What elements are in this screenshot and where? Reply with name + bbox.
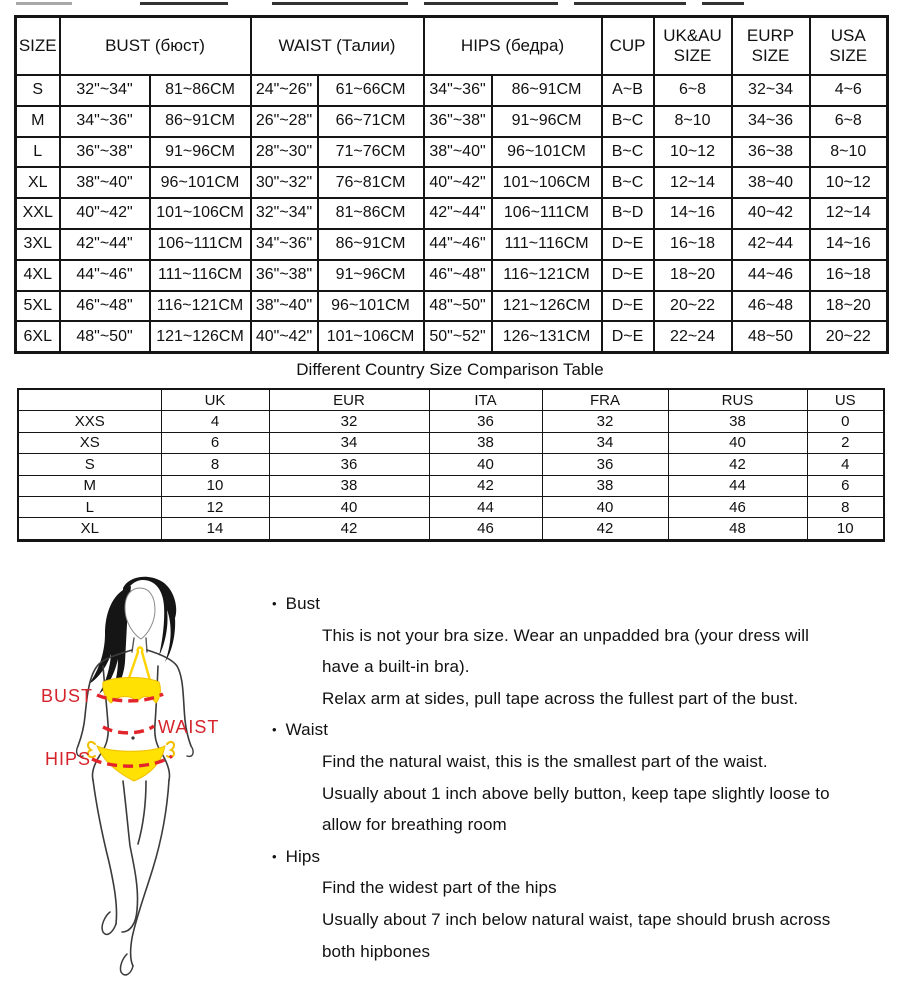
- table-cell: 101~106CM: [150, 198, 251, 229]
- table-cell: 12~14: [810, 198, 888, 229]
- table-cell: 32"~34": [251, 198, 318, 229]
- table-cell: 36"~38": [60, 137, 150, 168]
- table-cell: 40"~42": [424, 167, 492, 198]
- table-cell: 26"~28": [251, 106, 318, 137]
- comparison-table: [17, 388, 885, 542]
- table-cell: 91~96CM: [150, 137, 251, 168]
- table-cell: 38: [668, 411, 807, 432]
- table-cell: 96~101CM: [318, 291, 424, 322]
- table-cell: 86~91CM: [150, 106, 251, 137]
- table-cell: 18~20: [654, 260, 732, 291]
- table-cell: 91~96CM: [318, 260, 424, 291]
- table-cell: 8~10: [654, 106, 732, 137]
- table-cell: D~E: [602, 321, 654, 352]
- table-cell: US: [807, 389, 884, 411]
- belly-dot: [131, 736, 134, 739]
- guide-bust-line: Relax arm at sides, pull tape across the fullest part of the bust.: [322, 688, 799, 708]
- cropped-text-remnant: [424, 2, 558, 5]
- table-cell: 14~16: [810, 229, 888, 260]
- table-cell: 42~44: [732, 229, 810, 260]
- table-cell: 42"~44": [60, 229, 150, 260]
- table-cell: 121~126CM: [150, 321, 251, 352]
- table-cell: 42"~44": [424, 198, 492, 229]
- table-cell: 44"~46": [424, 229, 492, 260]
- table-cell: M: [16, 106, 60, 137]
- bullet-icon: •: [272, 722, 277, 738]
- table-cell: 40"~42": [60, 198, 150, 229]
- table-cell: 81~86CM: [150, 75, 251, 106]
- guide-bust-line: have a built-in bra).: [322, 657, 470, 677]
- table-cell: EUR: [269, 389, 429, 411]
- hips-label: HIPS: [45, 749, 92, 769]
- header-cup: CUP: [602, 17, 654, 76]
- header-waist: WAIST (Талии): [251, 17, 424, 76]
- table-cell: 28"~30": [251, 137, 318, 168]
- table-row: [18, 475, 884, 496]
- table-cell: 32~34: [732, 75, 810, 106]
- table-cell: 38: [542, 475, 668, 496]
- table-cell: 2: [807, 432, 884, 453]
- table-cell: 42: [429, 475, 542, 496]
- table-cell: B~C: [602, 106, 654, 137]
- table-cell: 86~91CM: [318, 229, 424, 260]
- comparison-table-title: Different Country Size Comparison Table: [296, 360, 604, 379]
- table-row: [16, 198, 888, 229]
- table-cell: 106~111CM: [150, 229, 251, 260]
- table-cell: L: [16, 137, 60, 168]
- guide-hips-line: Find the widest part of the hips: [322, 878, 557, 898]
- table-cell: 34"~36": [60, 106, 150, 137]
- table-cell: 126~131CM: [492, 321, 602, 352]
- table-cell: 12~14: [654, 167, 732, 198]
- table-cell: 46: [668, 496, 807, 517]
- table-cell: 8: [807, 496, 884, 517]
- comparison-table-header: [18, 389, 884, 411]
- guide-waist-line: Usually about 1 inch above belly button, keep tape slightly loose to: [322, 783, 830, 803]
- table-cell: 34: [269, 432, 429, 453]
- table-row: [18, 454, 884, 475]
- face-outline: [125, 588, 155, 639]
- table-cell: D~E: [602, 229, 654, 260]
- guide-hips-heading: [265, 841, 893, 873]
- table-cell: 38"~40": [424, 137, 492, 168]
- guide-bust-label: Bust: [285, 594, 321, 613]
- table-cell: A~B: [602, 75, 654, 106]
- table-cell: 38: [269, 475, 429, 496]
- left-inner-leg-line: [122, 781, 138, 932]
- header-hips: HIPS (бедра): [424, 17, 602, 76]
- table-row: [18, 432, 884, 453]
- size-table: [14, 15, 889, 354]
- table-cell: 8~10: [810, 137, 888, 168]
- neck-lines: [132, 638, 147, 652]
- bullet-icon: •: [272, 848, 277, 864]
- table-cell: 96~101CM: [492, 137, 602, 168]
- guide-bust-heading: [265, 588, 893, 620]
- table-cell: 8: [161, 454, 269, 475]
- table-cell: 6~8: [810, 106, 888, 137]
- guide-hips-label: Hips: [285, 846, 321, 866]
- table-cell: XS: [18, 432, 161, 453]
- cropped-text-remnant: [140, 2, 228, 5]
- table-cell: 111~116CM: [492, 229, 602, 260]
- table-cell: 36"~38": [251, 260, 318, 291]
- table-cell: 42: [542, 518, 668, 540]
- left-leg-line: [93, 780, 117, 924]
- table-cell: 14: [161, 518, 269, 540]
- guide-hips-line: both hipbones: [322, 941, 431, 961]
- table-cell: XL: [18, 518, 161, 540]
- table-row: [16, 137, 888, 168]
- table-cell: 5XL: [16, 291, 60, 322]
- table-cell: 6XL: [16, 321, 60, 352]
- table-cell: 48"~50": [424, 291, 492, 322]
- table-cell: 76~81CM: [318, 167, 424, 198]
- table-row: [16, 75, 888, 106]
- table-cell: [18, 389, 161, 411]
- table-cell: 32: [269, 411, 429, 432]
- table-cell: 10: [161, 475, 269, 496]
- table-cell: 116~121CM: [492, 260, 602, 291]
- table-cell: 22~24: [654, 321, 732, 352]
- table-cell: 24"~26": [251, 75, 318, 106]
- left-foot: [102, 912, 116, 934]
- table-cell: 38~40: [732, 167, 810, 198]
- bullet-icon: •: [272, 596, 277, 611]
- table-cell: 6~8: [654, 75, 732, 106]
- table-cell: 10: [807, 518, 884, 540]
- table-cell: 91~96CM: [492, 106, 602, 137]
- table-cell: 46~48: [732, 291, 810, 322]
- table-cell: 4: [161, 411, 269, 432]
- table-cell: 20~22: [810, 321, 888, 352]
- table-cell: 50"~52": [424, 321, 492, 352]
- table-cell: 6: [161, 432, 269, 453]
- table-row: [16, 260, 888, 291]
- header-uk-au-size: UK&AU SIZE: [654, 17, 732, 76]
- table-cell: M: [18, 475, 161, 496]
- table-cell: 10~12: [654, 137, 732, 168]
- table-cell: B~D: [602, 198, 654, 229]
- table-cell: 20~22: [654, 291, 732, 322]
- table-row: [16, 229, 888, 260]
- table-cell: B~C: [602, 167, 654, 198]
- table-cell: 42: [668, 454, 807, 475]
- guide-waist-line: allow for breathing room: [322, 815, 507, 835]
- cropped-text-remnant: [272, 2, 408, 5]
- table-cell: 6: [807, 475, 884, 496]
- table-cell: 42: [269, 518, 429, 540]
- header-eurp-size: EURP SIZE: [732, 17, 810, 76]
- table-cell: XL: [16, 167, 60, 198]
- right-leg-line: [131, 780, 169, 966]
- size-table-header-row: [16, 17, 888, 76]
- table-cell: 36: [429, 411, 542, 432]
- table-cell: 44: [668, 475, 807, 496]
- table-cell: 36"~38": [424, 106, 492, 137]
- table-cell: 40: [668, 432, 807, 453]
- cropped-text-remnant: [574, 2, 686, 5]
- table-cell: 46: [429, 518, 542, 540]
- guide-bust-line: This is not your bra size. Wear an unpadded bra (your dress will: [322, 625, 810, 645]
- table-cell: 46"~48": [424, 260, 492, 291]
- table-cell: 44~46: [732, 260, 810, 291]
- table-cell: 14~16: [654, 198, 732, 229]
- table-cell: S: [18, 454, 161, 475]
- table-cell: 18~20: [810, 291, 888, 322]
- table-cell: 116~121CM: [150, 291, 251, 322]
- right-inner-leg-line: [138, 781, 146, 844]
- table-cell: 36~38: [732, 137, 810, 168]
- table-cell: 44"~46": [60, 260, 150, 291]
- measuring-guide: [265, 588, 893, 967]
- cropped-text-remnant: [702, 2, 744, 5]
- table-cell: 4XL: [16, 260, 60, 291]
- table-cell: 46"~48": [60, 291, 150, 322]
- table-cell: 34: [542, 432, 668, 453]
- table-cell: 106~111CM: [492, 198, 602, 229]
- table-row: [16, 167, 888, 198]
- table-cell: 10~12: [810, 167, 888, 198]
- table-cell: 3XL: [16, 229, 60, 260]
- table-cell: 61~66CM: [318, 75, 424, 106]
- table-cell: 40"~42": [251, 321, 318, 352]
- table-cell: 0: [807, 411, 884, 432]
- measurement-figure: [15, 566, 245, 986]
- table-cell: 48~50: [732, 321, 810, 352]
- guide-waist-label: Waist: [285, 720, 329, 740]
- table-cell: 81~86CM: [318, 198, 424, 229]
- table-row: [18, 411, 884, 432]
- header-bust: BUST (бюст): [60, 17, 251, 76]
- table-row: [16, 321, 888, 352]
- table-cell: D~E: [602, 291, 654, 322]
- table-cell: 44: [429, 496, 542, 517]
- table-cell: 34"~36": [251, 229, 318, 260]
- table-cell: 40: [429, 454, 542, 475]
- table-cell: 121~126CM: [492, 291, 602, 322]
- table-cell: S: [16, 75, 60, 106]
- table-cell: ITA: [429, 389, 542, 411]
- table-cell: 71~76CM: [318, 137, 424, 168]
- table-row: [18, 496, 884, 517]
- table-cell: 96~101CM: [150, 167, 251, 198]
- table-cell: 86~91CM: [492, 75, 602, 106]
- table-cell: 12: [161, 496, 269, 517]
- guide-waist-heading: [265, 714, 893, 746]
- header-usa-size: USA SIZE: [810, 17, 888, 76]
- size-table-body: [16, 75, 888, 353]
- table-cell: 38"~40": [251, 291, 318, 322]
- table-cell: XXL: [16, 198, 60, 229]
- table-cell: 4~6: [810, 75, 888, 106]
- table-row: [18, 389, 884, 411]
- table-cell: 40: [269, 496, 429, 517]
- table-cell: 48"~50": [60, 321, 150, 352]
- table-cell: 38"~40": [60, 167, 150, 198]
- table-cell: XXS: [18, 411, 161, 432]
- table-cell: L: [18, 496, 161, 517]
- table-cell: 111~116CM: [150, 260, 251, 291]
- table-cell: 101~106CM: [318, 321, 424, 352]
- figure-sketch-svg: [15, 566, 245, 986]
- table-cell: 40~42: [732, 198, 810, 229]
- table-cell: 36: [542, 454, 668, 475]
- table-cell: D~E: [602, 260, 654, 291]
- table-cell: 32: [542, 411, 668, 432]
- table-cell: 40: [542, 496, 668, 517]
- cropped-text-remnant: [16, 2, 72, 5]
- waist-label: WAIST: [158, 717, 220, 737]
- table-cell: UK: [161, 389, 269, 411]
- comparison-table-body: [18, 411, 884, 540]
- bust-label: BUST: [41, 686, 94, 706]
- table-cell: 16~18: [810, 260, 888, 291]
- guide-waist-line: Find the natural waist, this is the smallest part of the waist.: [322, 751, 768, 771]
- table-cell: 30"~32": [251, 167, 318, 198]
- table-row: [16, 291, 888, 322]
- table-cell: 4: [807, 454, 884, 475]
- table-cell: 16~18: [654, 229, 732, 260]
- table-cell: 36: [269, 454, 429, 475]
- header-size: SIZE: [16, 17, 60, 76]
- table-cell: FRA: [542, 389, 668, 411]
- table-cell: 34"~36": [424, 75, 492, 106]
- table-row: [16, 106, 888, 137]
- table-cell: 34~36: [732, 106, 810, 137]
- table-cell: 66~71CM: [318, 106, 424, 137]
- waist-dash-line: [103, 726, 154, 733]
- table-cell: 101~106CM: [492, 167, 602, 198]
- table-cell: 38: [429, 432, 542, 453]
- table-cell: B~C: [602, 137, 654, 168]
- table-row: [18, 518, 884, 540]
- table-cell: RUS: [668, 389, 807, 411]
- table-cell: 48: [668, 518, 807, 540]
- guide-hips-line: Usually about 7 inch below natural waist, tape should brush across: [322, 909, 831, 929]
- table-cell: 32"~34": [60, 75, 150, 106]
